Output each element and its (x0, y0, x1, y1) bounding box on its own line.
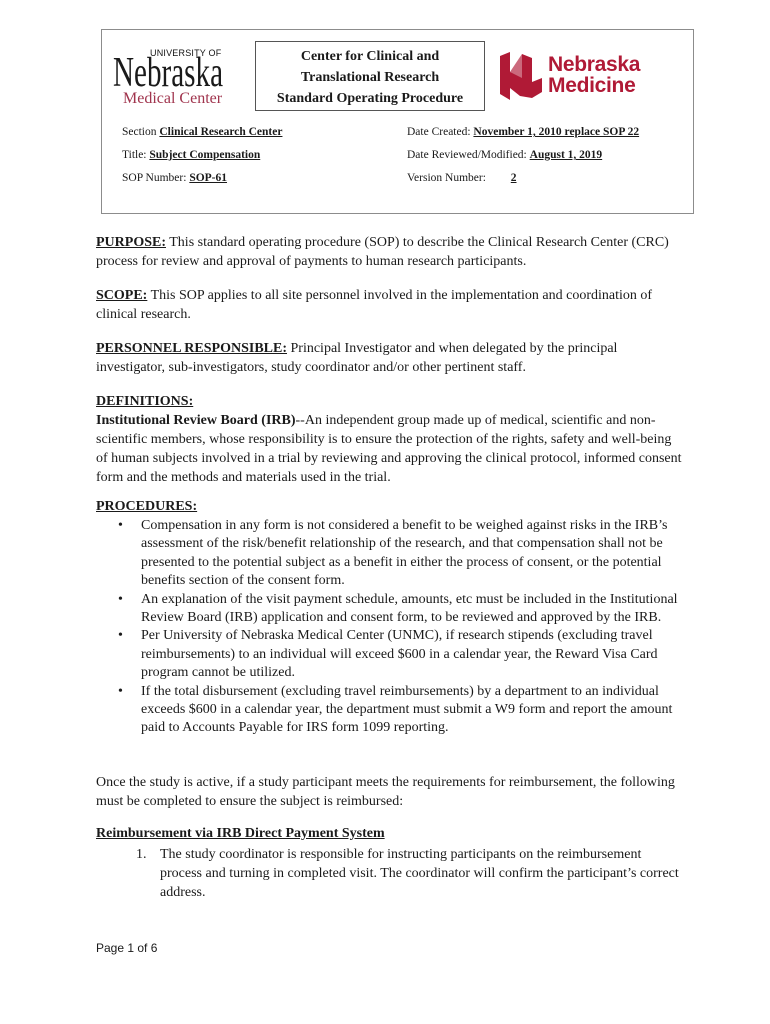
personnel-section (96, 339, 686, 377)
reimbursement-item-number: 1. (136, 847, 147, 862)
purpose-heading: PURPOSE: (96, 235, 166, 250)
logo-wordmark-graphic (113, 50, 243, 90)
meta-date-reviewed (407, 149, 602, 161)
definition-term: Institutional Review Board (IRB) (96, 413, 296, 428)
procedure-bullet: • Per University of Nebraska Medical Center (UNMC), if research stipends (excluding travel reimbursements) to an individual will exceed $600 in a calendar year, the Reward Visa Card program cannot be utilized. (96, 627, 686, 682)
logo-university-of: UNIVERSITY OF (150, 48, 222, 58)
logo-medical-center: Medical Center (123, 90, 223, 107)
meta-section-label: Section (122, 126, 157, 138)
page-number: Page 1 of 6 (96, 941, 158, 955)
procedure-bullet: • If the total disbursement (excluding travel reimbursements) by a department to an individual exceeds $600 in a calendar year, the department must submit a W9 form and report the amount paid to Accounts Payable for IRS form 1099 reporting. (96, 683, 686, 738)
meta-sop-number (122, 172, 227, 184)
nebraska-medicine-n-icon (498, 48, 544, 102)
meta-created-label: Date Created: (407, 126, 471, 138)
procedures-heading-wrap (96, 497, 686, 516)
meta-version-label: Version Number: (407, 172, 486, 184)
nm-line-1: Nebraska (548, 53, 641, 76)
procedures-heading: PROCEDURES: (96, 499, 198, 514)
nebraska-medicine-wordmark (548, 54, 640, 96)
meta-title-value: Subject Compensation (149, 149, 261, 161)
meta-version-value: 2 (510, 172, 517, 184)
title-line-2: Translational Research (300, 70, 440, 85)
personnel-text: Principal Investigator and when delegated by the principal investigator, sub-investigators, study coordinator and/or other pertinent staff. (96, 341, 618, 375)
procedure-bullet: • An explanation of the visit payment schedule, amounts, etc must be included in the Institutional Review Board (IRB) application and consent form, to be reviewed and approved by the IRB. (96, 591, 686, 628)
title-line-3: Standard Operating Procedure (276, 91, 464, 106)
procedure-bullet: • Compensation in any form is not considered a benefit to be weighed against risks in the IRB’s assessment of the risk/benefit relationship of the research, and that compensation shall not be presented to the potential subject as a benefit in either the process of consent, or the potential benefits section of the consent form. (96, 517, 686, 591)
definitions-section (96, 392, 686, 487)
document-title-box (255, 41, 485, 111)
meta-reviewed-label: Date Reviewed/Modified: (407, 149, 527, 161)
meta-sop-label: SOP Number: (122, 172, 187, 184)
meta-title-label: Title: (122, 149, 147, 161)
meta-title (122, 149, 260, 161)
meta-section (122, 126, 282, 138)
personnel-heading: PERSONNEL RESPONSIBLE: (96, 341, 287, 356)
purpose-section (96, 233, 686, 271)
purpose-text: This standard operating procedure (SOP) to describe the Clinical Research Center (CRC) process for review and approval of payments to human research participants. (96, 235, 669, 269)
meta-created-value: November 1, 2010 replace SOP 22 (473, 126, 640, 138)
meta-date-created (407, 126, 639, 138)
scope-heading: SCOPE: (96, 288, 148, 303)
title-line-1: Center for Clinical and (300, 49, 440, 64)
meta-version (407, 172, 517, 184)
logo-wordmark: Nebraska (113, 50, 224, 90)
definitions-heading: DEFINITIONS: (96, 394, 194, 409)
meta-sop-value: SOP-61 (189, 172, 228, 184)
scope-text: This SOP applies to all site personnel involved in the implementation and coordination of clinical research. (96, 288, 653, 322)
meta-section-value: Clinical Research Center (159, 126, 283, 138)
reimbursement-item-1 (136, 845, 686, 902)
reimbursement-heading: Reimbursement via IRB Direct Payment System (96, 826, 385, 841)
reimbursement-item-text: The study coordinator is responsible for instructing participants on the reimbursement process and turning in completed visit. The coordinator will confirm the participant’s correct address. (160, 847, 679, 900)
definition-text: --An independent group made up of medical, scientific and non-scientific members, whose responsibility is to ensure the protection of the rights, safety and well-being of human subjects involved in a trial by reviewing and approving the clinical protocol, informed consent form and the methods and materials used in the trial. (96, 413, 682, 485)
nm-line-2: Medicine (548, 74, 636, 97)
meta-reviewed-value: August 1, 2019 (529, 149, 603, 161)
procedures-list (96, 517, 686, 738)
scope-section (96, 286, 686, 324)
procedures-closing: Once the study is active, if a study participant meets the requirements for reimbursement, the following must be completed to ensure the subject is reimbursed: (96, 775, 675, 809)
